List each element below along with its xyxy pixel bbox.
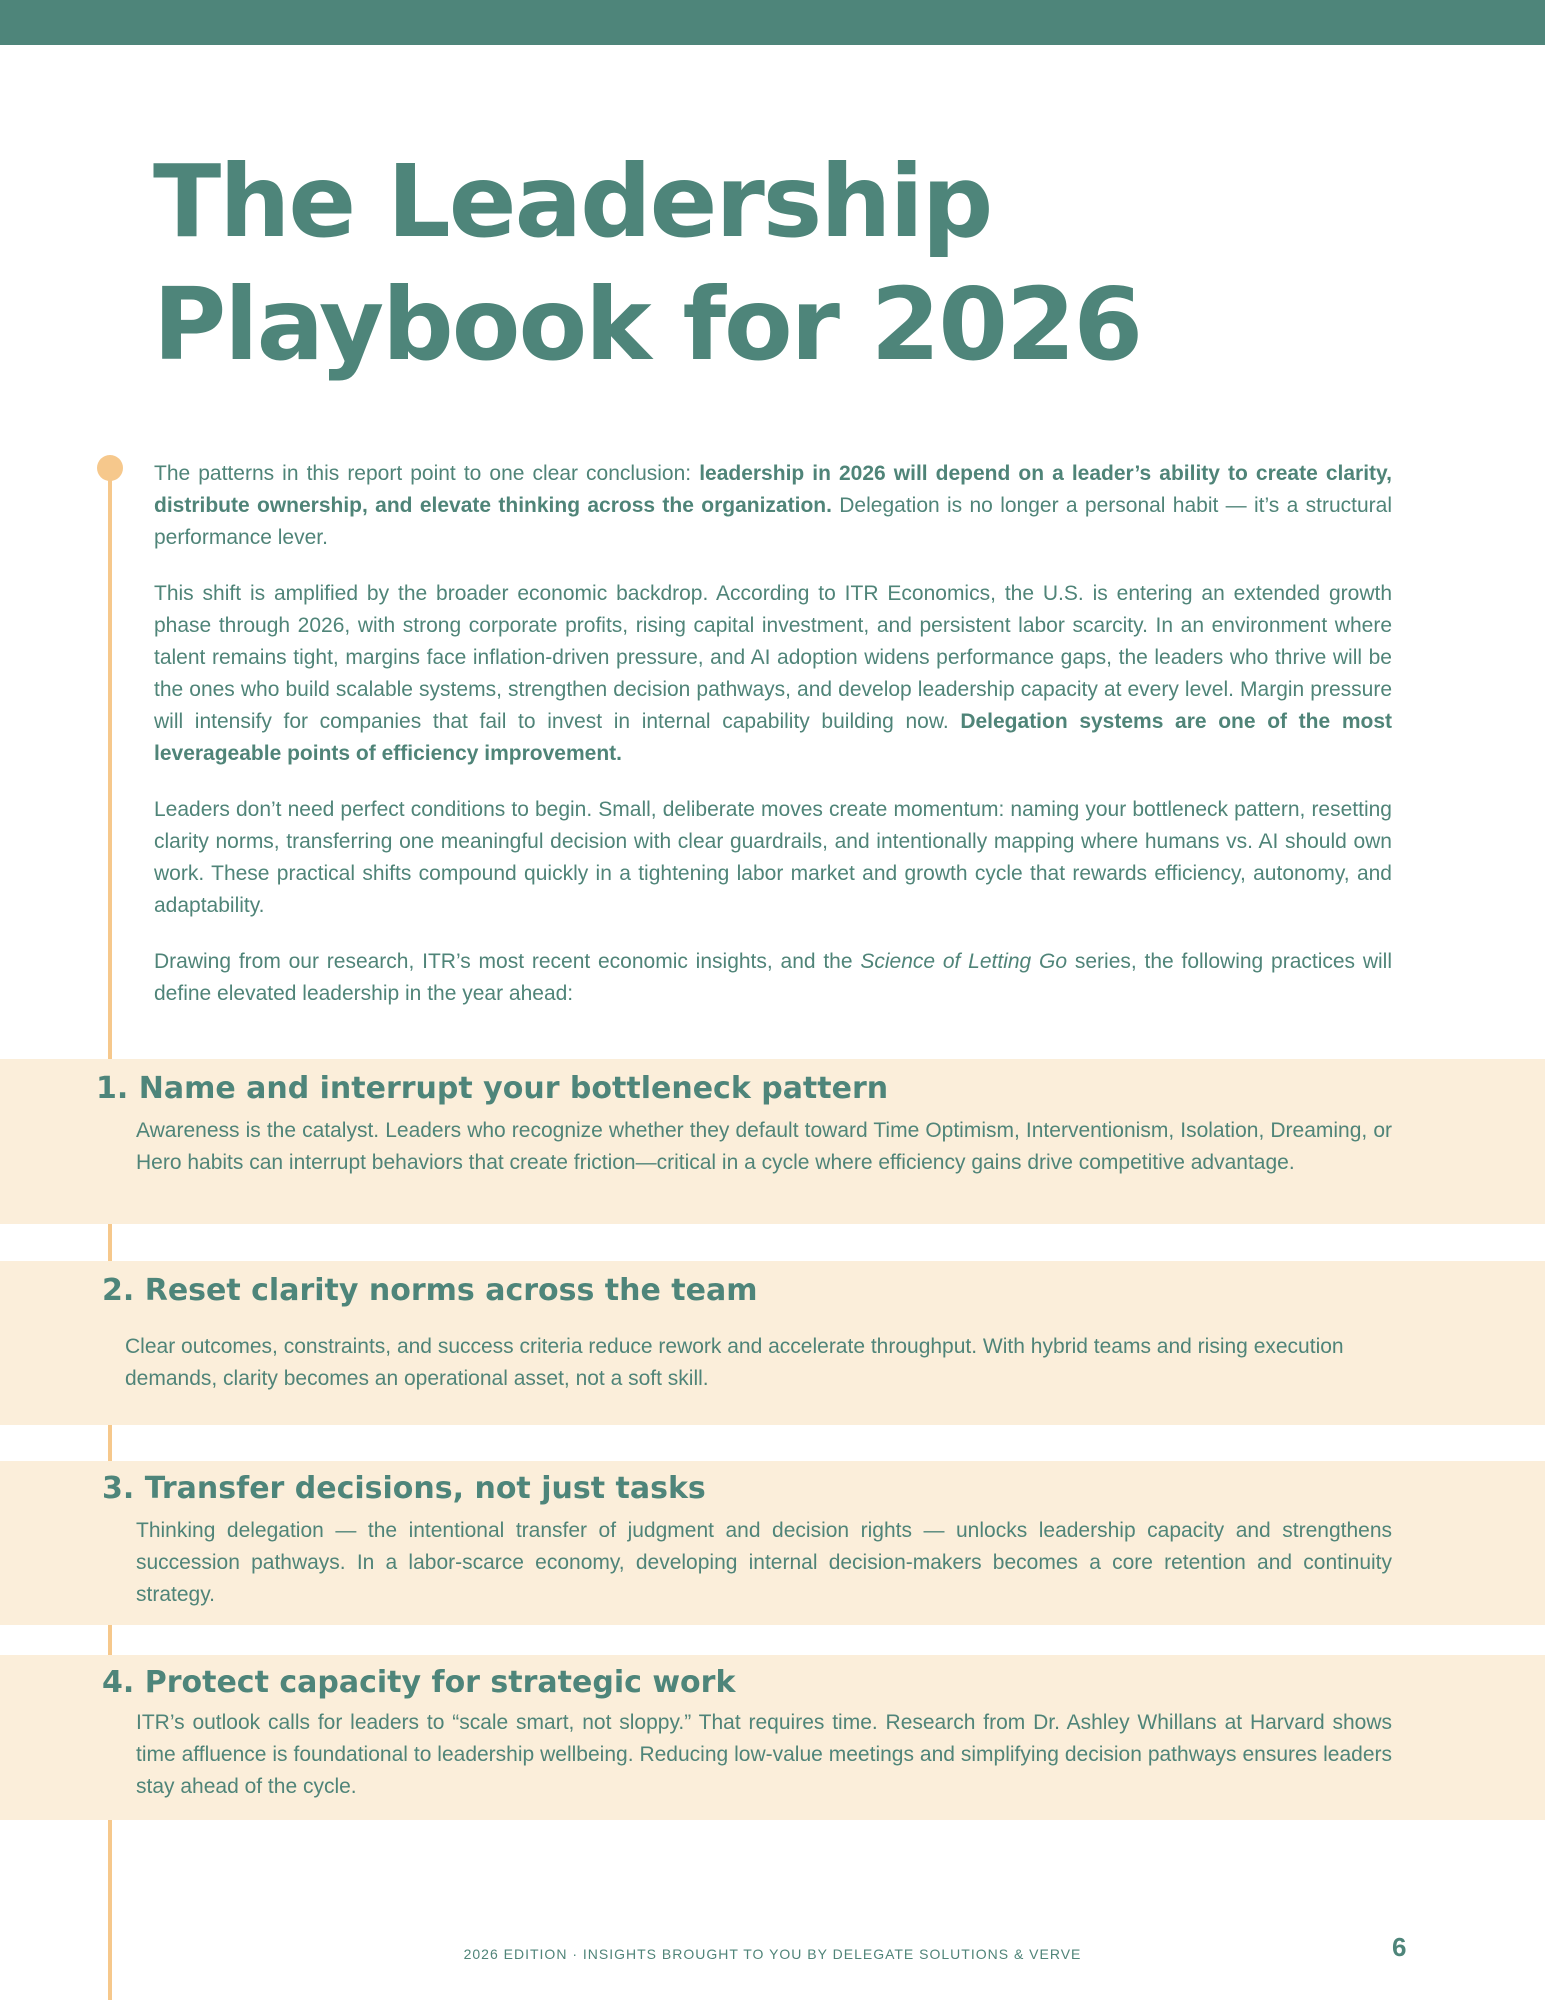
- intro-paragraph-1: [154, 458, 1392, 554]
- practice-card-1: [0, 1059, 1545, 1224]
- intro-text: This shift is amplified by the broader economic backdrop. According to ITR Economics, the U.S. is entering an extended growth phase through 2026, with strong corporate profits, rising capital investment, and persistent labor scarcity. In an environment where talent remains tight, margins face inflation-driven pressure, and AI adoption widens performance gaps, the leaders who thrive will be the ones who build scalable systems, strengthen decision pathways, and develop leadership capacity at every level. Margin pressure will intensify for companies that fail to invest in internal capability building now.: [154, 582, 1392, 733]
- intro-paragraph-2: [154, 578, 1392, 770]
- intro-emphasis: leadership in 2026 will depend on a leader’s ability to create clarity, distribute ownership, and elevate thinking across the organization.: [154, 462, 1392, 517]
- practice-card-4: [0, 1655, 1545, 1820]
- top-banner: [0, 0, 1545, 45]
- practice-body-4: ITR’s outlook calls for leaders to “scale smart, not sloppy.” That requires time. Research from Dr. Ashley Whillans at Harvard shows time affluence is foundational to leadership wellbeing. Reducing low-value meetings and simplifying decision pathways ensures leaders stay ahead of the cycle.: [136, 1711, 1392, 1798]
- page-title-line-1: The Leadership: [153, 143, 992, 260]
- practice-heading-4: 4. Protect capacity for strategic work: [102, 1665, 736, 1700]
- intro-section: [154, 458, 1392, 1034]
- intro-text: The patterns in this report point to one clear conclusion:: [154, 462, 700, 485]
- practice-heading-1: 1. Name and interrupt your bottleneck pattern: [96, 1071, 889, 1106]
- timeline-dot: [97, 455, 123, 481]
- practice-card-3: [0, 1461, 1545, 1625]
- page-number: 6: [1392, 1932, 1407, 1962]
- intro-text: Drawing from our research, ITR’s most recent economic insights, and the: [154, 950, 861, 973]
- footer-text: 2026 EDITION · INSIGHTS BROUGHT TO YOU BY DELEGATE SOLUTIONS & VERVE: [463, 1946, 1082, 1962]
- intro-text: Delegation is no longer a personal habit — it’s a structural performance lever.: [154, 494, 1392, 549]
- practice-body-1: Awareness is the catalyst. Leaders who recognize whether they default toward Time Optimism, Interventionism, Isolation, Dreaming, or Hero habits can interrupt behaviors that create friction—critical in a cycle where efficiency gains drive competitive advantage.: [136, 1119, 1392, 1174]
- practice-body-3: Thinking delegation — the intentional transfer of judgment and decision rights — unlocks leadership capacity and strengthens succession pathways. In a labor-scarce economy, developing internal decision-makers becomes a core retention and continuity strategy.: [136, 1519, 1392, 1606]
- practice-heading-3: 3. Transfer decisions, not just tasks: [102, 1471, 706, 1506]
- series-title: Science of Letting Go: [860, 950, 1068, 973]
- intro-paragraph-4: [154, 946, 1392, 1010]
- intro-paragraph-3: Leaders don’t need perfect conditions to begin. Small, deliberate moves create momentum: naming your bottleneck pattern, resetting clarity norms, transferring one meaningful decision with clear guardrails, and intentionally mapping where humans vs. AI should own work. These practical shifts compound quickly in a tightening labor market and growth cycle that rewards efficiency, autonomy, and adaptability.: [154, 798, 1392, 917]
- practice-card-2: [0, 1261, 1545, 1425]
- intro-emphasis: Delegation systems are one of the most leverageable points of efficiency improvement.: [154, 710, 1392, 765]
- intro-text: series, the following practices will define elevated leadership in the year ahead:: [154, 950, 1393, 1005]
- practice-heading-2: 2. Reset clarity norms across the team: [102, 1273, 758, 1308]
- page-title: [153, 140, 1141, 386]
- page-title-line-2: Playbook for 2026: [153, 266, 1142, 383]
- practice-body-2: Clear outcomes, constraints, and success criteria reduce rework and accelerate throughput. With hybrid teams and rising execution demands, clarity becomes an operational asset, not a soft skill.: [125, 1335, 1344, 1390]
